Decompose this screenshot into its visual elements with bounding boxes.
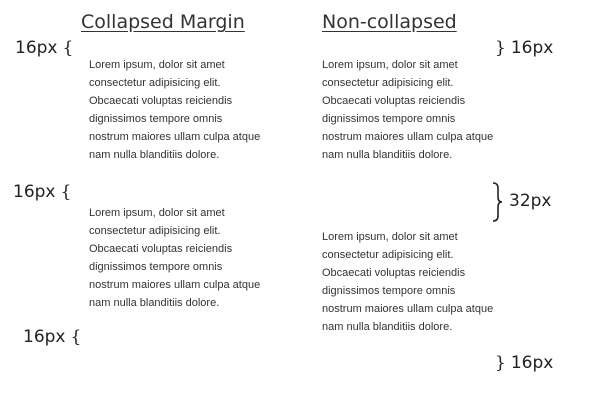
- margin-value-label: 32px: [509, 191, 552, 211]
- margin-value-label: 16px: [510, 353, 554, 373]
- non-collapsed-paragraph-2: Lorem ipsum, dolor sit amet consectetur adipisicing elit. Obcaecati voluptas reiciendis dignissimos tempore omnis nostrum maiores ullam culpa atque nam nulla blanditiis dolore.: [322, 231, 494, 333]
- margin-value-label: 16px: [23, 327, 66, 347]
- non-collapsed-paragraph-1: Lorem ipsum, dolor sit amet consectetur adipisicing elit. Obcaecati voluptas reiciendis dignissimos tempore omnis nostrum maiores ullam culpa atque nam nulla blanditiis dolore.: [322, 59, 494, 161]
- collapsed-middle-margin-annotation: [13, 182, 71, 202]
- non-collapsed-bottom-margin-annotation: [495, 353, 553, 373]
- open-brace-icon: {: [70, 327, 82, 347]
- open-brace-icon: {: [60, 182, 72, 202]
- collapsed-bottom-margin-annotation: [23, 327, 81, 347]
- collapsed-margin-heading: Collapsed Margin: [81, 11, 245, 33]
- collapsed-top-margin-annotation: [15, 38, 73, 58]
- margin-value-label: 16px: [510, 38, 554, 58]
- tall-close-brace-icon: [490, 182, 504, 222]
- non-collapsed-heading: Non-collapsed: [322, 11, 457, 33]
- collapsed-paragraph-2: Lorem ipsum, dolor sit amet consectetur adipisicing elit. Obcaecati voluptas reiciendis dignissimos tempore omnis nostrum maiores ullam culpa atque nam nulla blanditiis dolore.: [89, 207, 261, 309]
- close-brace-icon: }: [495, 38, 506, 58]
- collapsed-paragraph-1: Lorem ipsum, dolor sit amet consectetur adipisicing elit. Obcaecati voluptas reiciendis dignissimos tempore omnis nostrum maiores ullam culpa atque nam nulla blanditiis dolore.: [89, 59, 261, 161]
- open-brace-icon: {: [62, 38, 74, 58]
- non-collapsed-top-margin-annotation: [495, 38, 553, 58]
- margin-value-label: 16px: [13, 182, 56, 202]
- close-brace-icon: }: [495, 353, 506, 373]
- margin-value-label: 16px: [15, 38, 58, 58]
